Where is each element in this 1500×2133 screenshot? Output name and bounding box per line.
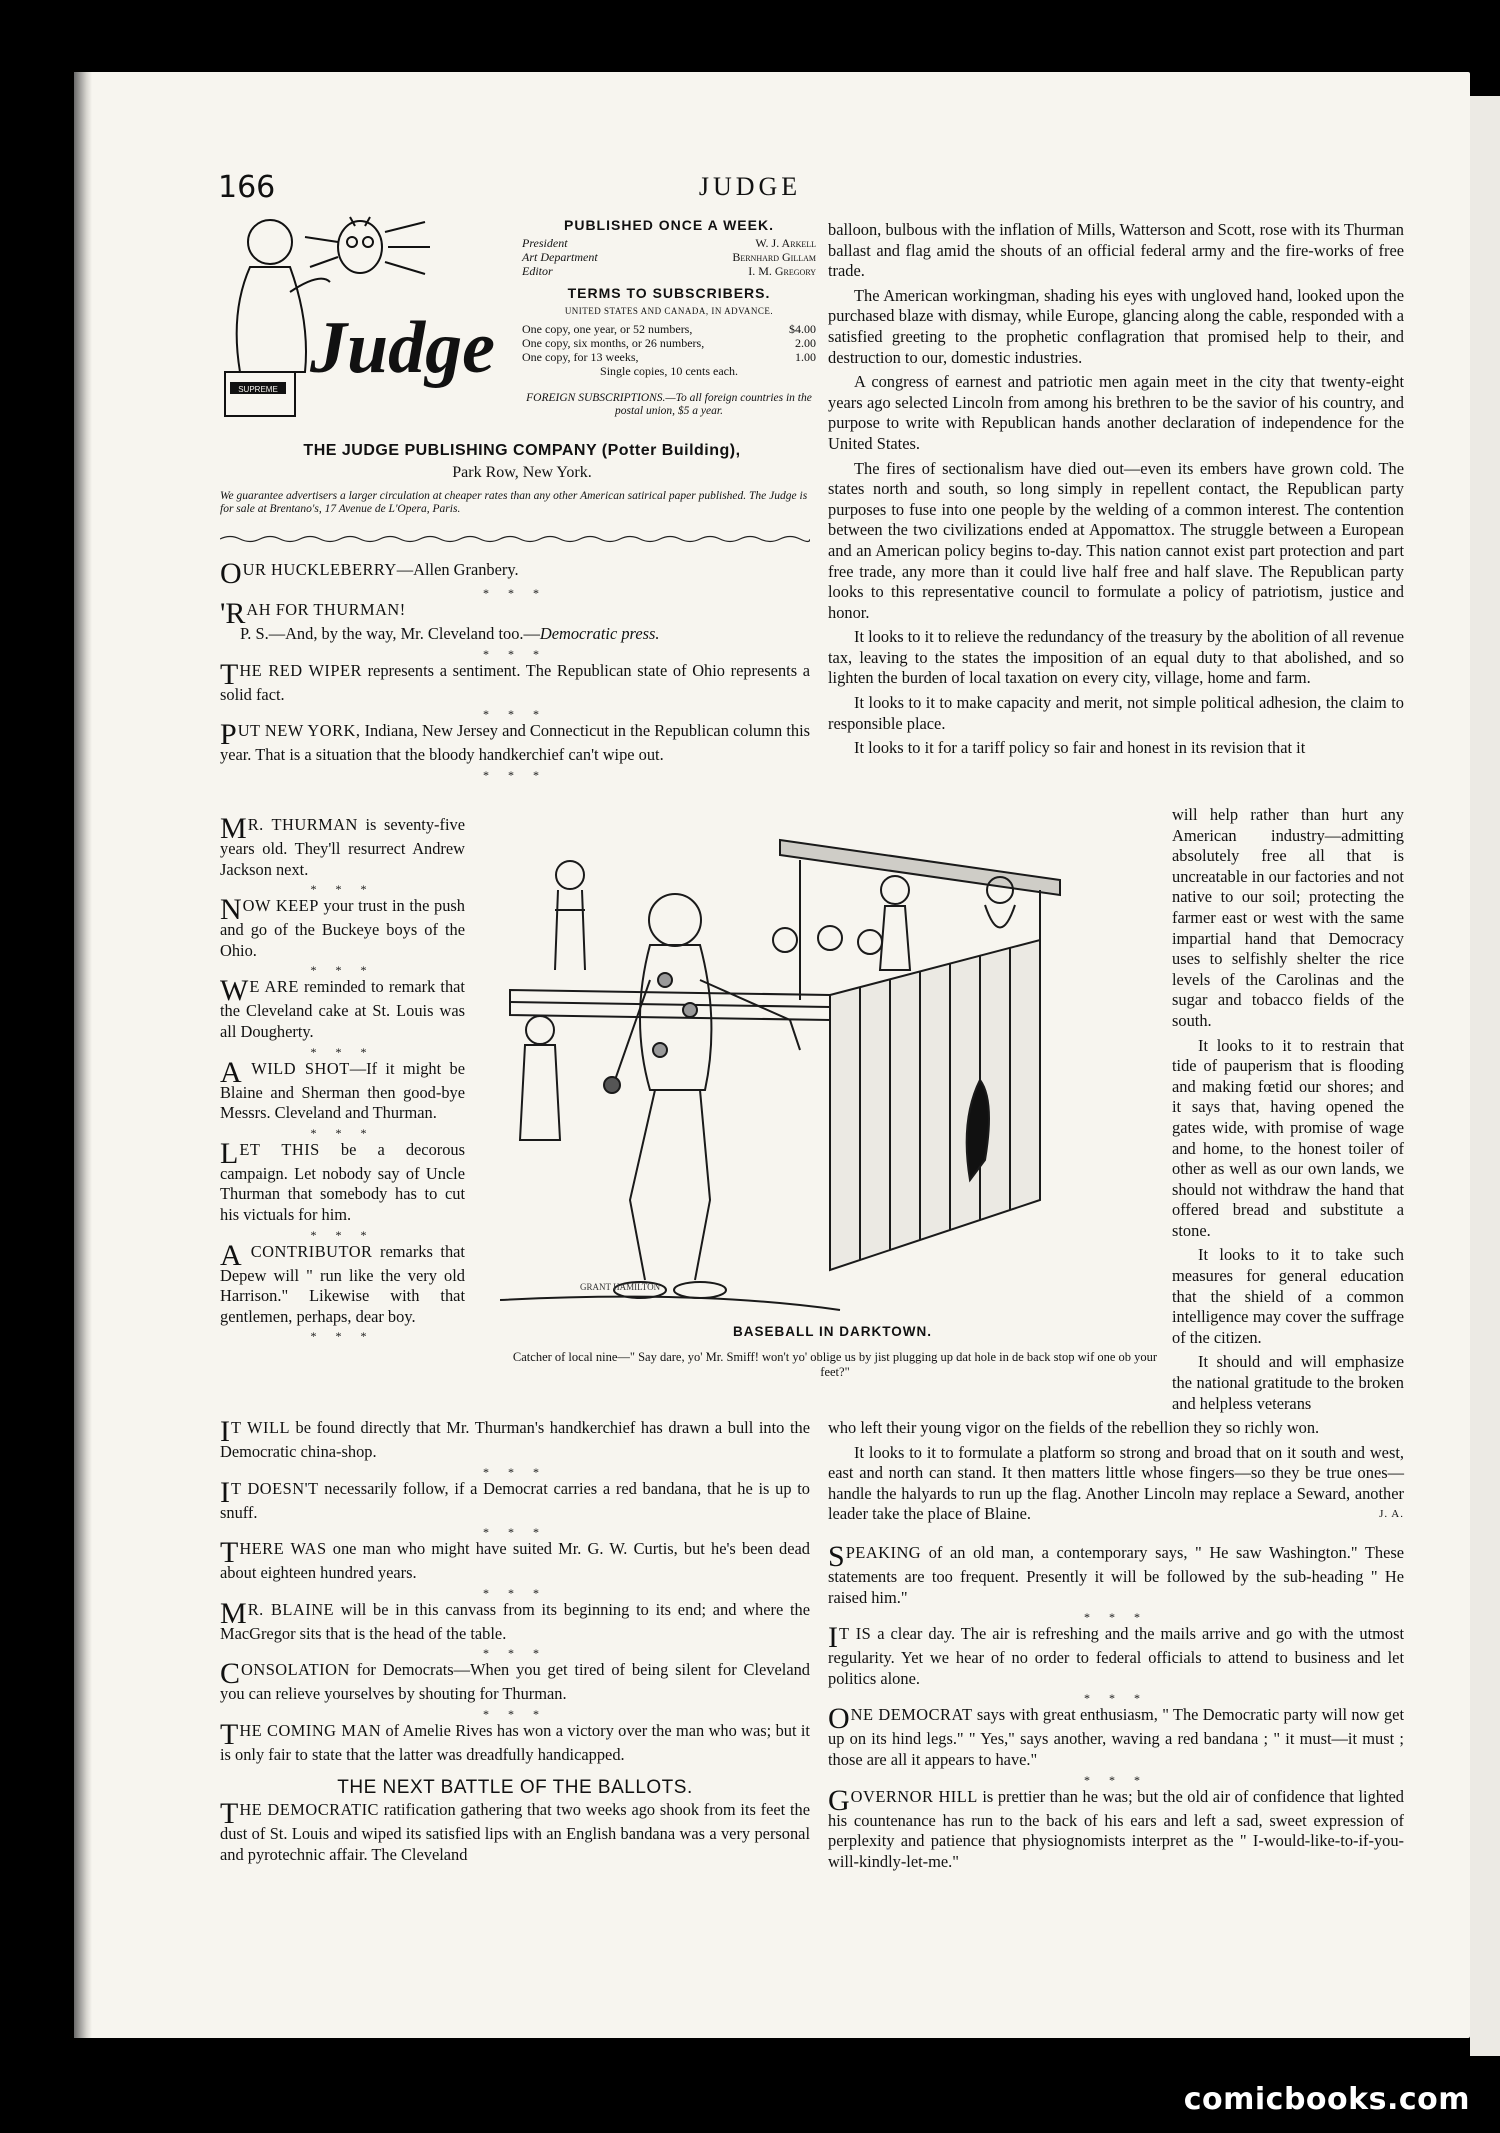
cartoon-caption: Catcher of local nine—" Say dare, yo' Mr. Smiff! won't yo' oblige us by jist plugging up dat hole in de back stop wif one ob your feet?" (512, 1350, 1158, 1379)
editorial-signature: J. A. (1379, 1508, 1404, 1521)
paragraph: NOW KEEP your trust in the push and go of the Buckeye boys of the Ohio. (220, 893, 465, 960)
rate-row: One copy, one year, or 52 numbers, $4.00 (522, 322, 816, 336)
page-spine-shadow (74, 72, 92, 2038)
right-column-bottom (828, 1418, 1404, 1874)
editorial-paragraph: who left their young vigor on the fields of the rebellion they so richly won. (828, 1418, 1320, 1437)
editorial-paragraph: It looks to it to take such measures for general education that the shield of a common intelligence may cover the suffrage of the citizen. (1172, 1245, 1404, 1347)
editorial-paragraph: It looks to it to relieve the redundancy of the treasury by the abolition of all revenue tax, leaving to the states the imposition of an equal duty to that abolished, and so lighten the burden of local taxation on every city, village, home and farm. (828, 627, 1404, 688)
running-head: JUDGE (698, 172, 802, 201)
editorial-paragraph: It looks to it to restrain that tide of pauperism that is flooding and making fœtid our shores; and it says that, having opened the gates wide, with promise of wage and home, to the honest toiler of other as well as our own lands, we should not withdraw the hand that offered bread and substitute a stone. (1172, 1035, 1404, 1240)
paragraph: THERE WAS one man who might have suited Mr. G. W. Curtis, but he's been dead about eighteen hundred years. (220, 1536, 810, 1583)
publisher-block (232, 440, 812, 484)
decorative-rule (220, 534, 810, 544)
paragraph: WE ARE reminded to remark that the Cleveland cake at St. Louis was all Dougherty. (220, 974, 465, 1041)
officer-row: Art Department Bernhard Gillam (522, 250, 816, 264)
separator-stars: * * * (483, 707, 547, 722)
left-column-bottom (220, 1415, 811, 1867)
separator-stars: * * * (1084, 1772, 1148, 1787)
editorial-paragraph: It looks to it to make capacity and merit, not simple political adhesion, the claim to responsible place. (828, 693, 1404, 733)
paragraph: A CONTRIBUTOR remarks that Depew will " run like the very old Harrison." Likewise with that gentlemen, perhaps, dear boy. (220, 1238, 465, 1326)
editorial-paragraph: It should and will emphasize the national gratitude to the broken and helpless veterans (1172, 1352, 1404, 1413)
separator-stars: * * * (483, 1706, 547, 1721)
editorial-opening: THE DEMOCRATIC ratification gathering that two weeks ago shook from its feet the dust of St. Louis and wiped its satisfied lips with an English bandana was a very personal and pyrotechnic affair. The Cleveland (220, 1797, 810, 1864)
editorial-title: THE NEXT BATTLE OF THE BALLOTS. (337, 1776, 693, 1798)
separator-stars: * * * (483, 1646, 547, 1661)
editorial-paragraph: A congress of earnest and patriotic men again meet in the city that twenty-eight years ago selected Lincoln from among his brethren to be the savior of his country, and purpose to write with Republican hands another declaration of independence for the United States. (828, 372, 1404, 453)
rate-row: One copy, for 13 weeks, 1.00 (522, 350, 816, 364)
single-copy-price: Single copies, 10 cents each. (600, 364, 738, 378)
paragraph: LET THIS be a decorous campaign. Let nobody say of Uncle Thurman that somebody has to cut his victuals for him. (220, 1136, 465, 1224)
right-column-top (828, 220, 1404, 763)
right-column-narrow (1172, 805, 1404, 1418)
paragraph: 'RAH FOR THURMAN! P. S.—And, by the way, Mr. Cleveland too.—Democratic press. (220, 597, 660, 643)
separator-stars: * * * (483, 646, 547, 661)
separator-stars: * * * (483, 1525, 547, 1540)
adjacent-page-edge (1470, 96, 1500, 2056)
separator-stars: * * * (310, 1044, 375, 1059)
paragraph: IT DOESN'T necessarily follow, if a Democrat carries a red bandana, that he is up to snuff. (220, 1475, 810, 1522)
masthead-info (522, 218, 816, 418)
paragraph: CONSOLATION for Democrats—When you get tired of being silent for Cleveland you can relieve yourselves by shouting for Thurman. (220, 1657, 810, 1704)
separator-stars: * * * (310, 963, 375, 978)
cartoon-title: BASEBALL IN DARKTOWN. (733, 1324, 932, 1339)
published-weekly: PUBLISHED ONCE A WEEK. (564, 217, 774, 233)
paragraph: ONE DEMOCRAT says with great enthusiasm, " The Democratic party will now get up on its hind legs." " Yes," says another, waving a red bandana ; " it must—it must ; those are all it appears to have." (828, 1702, 1404, 1769)
separator-stars: * * * (310, 1125, 375, 1140)
paragraph: SPEAKING of an old man, a contemporary says, " He saw Washington." These statements are too frequent. Presently it will be followed by the sub-heading " He raised him." (828, 1539, 1404, 1607)
separator-stars: * * * (1084, 1610, 1148, 1625)
separator-stars: * * * (483, 767, 547, 782)
paragraph: MR. THURMAN is seventy-five years old. They'll resurrect Andrew Jackson next. (220, 812, 465, 879)
supreme-box-label: SUPREME (238, 385, 278, 394)
editorial-paragraph: The fires of sectionalism have died out—even its embers have grown cold. The states north and south, so long simply in repellent contact, the Republican party purposes to fuse into one people by the welding of a common interest. The contention between the two civilizations ended at Appomattox. The struggle between a European and an American policy begins to-day. This nation cannot exist part protection and part free trade, any more than it could live half free and half slave. The Republican party looks to this representative council to formulate a policy of patriotism, justice and honor. (828, 458, 1404, 622)
rate-row: One copy, six months, or 26 numbers, 2.00 (522, 336, 816, 350)
publisher-address: Park Row, New York. (452, 464, 592, 481)
advertiser-guarantee: We guarantee advertisers a larger circulation at cheaper rates than any other American satirical paper published. The Judge is for sale at Brentano's, 17 Avenue de L'Opera, Paris. (220, 490, 808, 515)
left-column-narrow (220, 812, 465, 1344)
paragraph: MR. BLAINE will be in this canvass from its beginning to its end; and where the MacGregor sits that is the head of the table. (220, 1596, 811, 1643)
terms-subtitle: UNITED STATES AND CANADA, IN ADVANCE. (564, 306, 774, 316)
editorial-paragraph: balloon, bulbous with the inflation of Mills, Watterson and Scott, rose with its Thurman ballast and flag amid the shouts of an official federal army and the fire-works of free trade. (828, 220, 1404, 281)
judge-logo-illustration (210, 212, 520, 424)
editorial-paragraph: will help rather than hurt any American industry—admitting absolutely free all that is uncreatable in our factories and not native to our soil; protecting the farmer east or west with the same impartial hand that Democracy uses to selfishly shelter the rice levels of the Carolinas and the sugar and tobacco fields of the south. (1172, 805, 1404, 1030)
paragraph: OUR HUCKLEBERRY—Allen Granbery. (220, 557, 519, 590)
paragraph: IT WILL be found directly that Mr. Thurman's handkerchief has drawn a bull into the Democratic china-shop. (220, 1415, 810, 1461)
cartoon-artist-signature: GRANT HAMILTON (580, 1282, 661, 1292)
separator-stars: * * * (310, 1227, 375, 1242)
editorial-paragraph: It looks to it to formulate a platform so strong and broad that on it south and west, east and north can stand. It then matters little whose fingers—so they be true ones—handle the halyards to run up the flag. Another Lincoln may replace a Seward, another leader take the place of Blaine. J. A. (828, 1442, 1404, 1524)
separator-stars: * * * (310, 882, 375, 897)
officer-row: President W. J. Arkell (522, 236, 816, 250)
publisher-name: THE JUDGE PUBLISHING COMPANY (Potter Building), (303, 442, 741, 459)
separator-stars: * * * (483, 1464, 547, 1479)
editorial-paragraph: The American workingman, shading his eyes with ungloved hand, looked upon the purchased blaze with dismay, while Europe, glancing along the cable, responded with a satisfied greeting to the prophetic conflagration that promised help to their, and destruction to our, domestic industries. (828, 285, 1404, 367)
separator-stars: * * * (310, 1329, 375, 1344)
foreign-subscriptions: FOREIGN SUBSCRIPTIONS.—To all foreign countries in the postal union, $5 a year. (526, 392, 812, 417)
editorial-paragraph: It looks to it for a tariff policy so fair and honest in its revision that it (854, 738, 1306, 758)
paragraph: GOVERNOR HILL is prettier than he was; but the old air of confidence that lighted his countenance has run to the back of his ears and left a sad, sweet expression of perplexity and patience that physiognomists interpret as the " I-would-like-to-if-you-will-kindly-let-me." (828, 1783, 1404, 1871)
baseball-cartoon-illustration (500, 820, 1165, 1325)
paragraph: A WILD SHOT—If it might be Blaine and Sherman then good-bye Messrs. Cleveland and Thurman. (220, 1055, 465, 1123)
separator-stars: * * * (483, 1585, 547, 1600)
site-watermark[interactable]: comicbooks.com (1183, 2082, 1470, 2117)
separator-stars: * * * (1084, 1691, 1148, 1706)
officer-row: Editor I. M. Gregory (522, 264, 816, 278)
separator-stars: * * * (483, 586, 547, 600)
page-number: 166 (218, 170, 276, 205)
terms-title: TERMS TO SUBSCRIBERS. (567, 285, 771, 301)
paragraph: IT IS a clear day. The air is refreshing and the mails arrive and go with the utmost regularity. Yet we hear of no order to federal officials to attend to business and let politics alone. (828, 1621, 1404, 1688)
left-column-top (220, 557, 811, 782)
paragraph: THE RED WIPER represents a sentiment. The Republican state of Ohio represents a solid fact. (220, 657, 810, 704)
judge-logo-text: Judge (310, 307, 495, 389)
paragraph: PUT NEW YORK, Indiana, New Jersey and Connecticut in the Republican column this year. That is a situation that the bloody handkerchief can't wipe out. (220, 718, 811, 765)
paragraph: THE COMING MAN of Amelie Rives has won a victory over the man who was; but it is only fair to state that the latter was dreadfully handicapped. (220, 1717, 810, 1764)
